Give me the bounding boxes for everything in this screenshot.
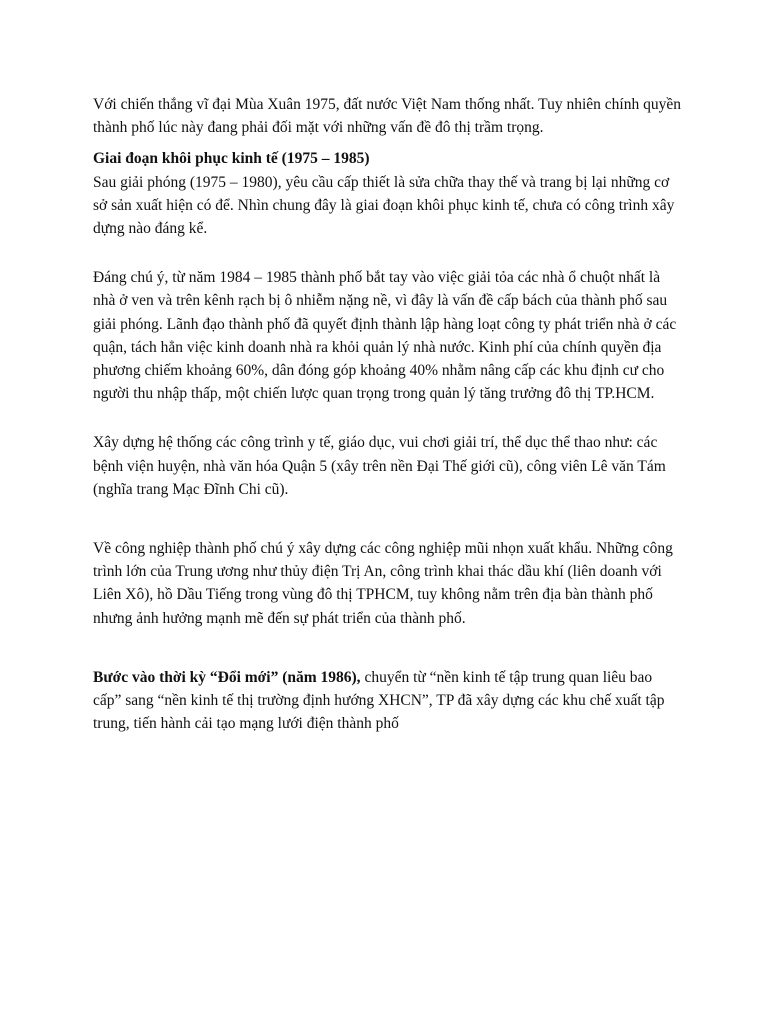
spacer [93,501,683,527]
intro-paragraph: Với chiến thắng vĩ đại Mùa Xuân 1975, đất nước Việt Nam thống nhất. Tuy nhiên chính quyền thành phố lúc này đang phải đối mặt với những vấn đề đô thị trầm trọng. [93,96,681,137]
spacer [93,527,683,537]
spacer [93,240,683,266]
doi-moi-body: chuyển từ “nền kinh tế tập trung quan liêu bao cấp” sang “nền kinh tế thị trường định hướng XHCN”, TP đã xây dựng các khu chế xuất tập trung, tiến hành cải tạo mạng lưới điện thành phố [93,668,665,733]
spacer [93,139,683,147]
section-heading: Giai đoạn khôi phục kinh tế (1975 – 1985) [93,150,370,168]
recovery-paragraph: Sau giải phóng (1975 – 1980), yêu cầu cấp thiết là sửa chữa thay thế và trang bị lại những cơ sở sản xuất hiện có để. Nhìn chung đây là giai đoạn khôi phục kinh tế, chưa có công trình xây dựng nào đáng kể. [93,173,675,238]
document-page [93,93,683,735]
doi-moi-paragraph [93,666,683,736]
spacer [93,405,683,431]
industry-paragraph: Về công nghiệp thành phố chú ý xây dựng các công nghiệp mũi nhọn xuất khẩu. Những công trình lớn của Trung ương như thủy điện Trị An, công trình khai thác dầu khí (liên doanh với Liên Xô), hồ Dầu Tiếng trong vùng đô thị TPHCM, tuy không nằm trên địa bàn thành phố nhưng ảnh hưởng mạnh mẽ đến sự phát triển của thành phố. [93,540,673,627]
public-works-paragraph: Xây dựng hệ thống các công trình y tế, giáo dục, vui chơi giải trí, thể dục thể thao như: các bệnh viện huyện, nhà văn hóa Quận 5 (xây trên nền Đại Thế giới cũ), công viên Lê văn Tám (nghĩa trang Mạc Đĩnh Chi cũ). [93,434,666,498]
slum-clearance-paragraph: Đáng chú ý, từ năm 1984 – 1985 thành phố bắt tay vào việc giải tỏa các nhà ổ chuột nhất là nhà ở ven và trên kênh rạch bị ô nhiễm nặng nề, vì đây là vấn đề cấp bách của thành phố sau giải phóng. Lãnh đạo thành phố đã quyết định thành lập hàng loạt công ty phát triển nhà ở các quận, tách hẳn việc kinh doanh nhà ra khỏi quản lý nhà nước. Kinh phí của chính quyền địa phương chiếm khoảng 60%, dân đóng góp khoảng 40% nhằm nâng cấp các khu định cư cho người thu nhập thấp, một chiến lược quan trọng trong quản lý tăng trưởng đô thị TP.HCM. [93,269,677,403]
spacer [93,630,683,656]
doi-moi-lead: Bước vào thời kỳ “Đổi mới” (năm 1986), [93,668,361,686]
recovery-section [93,147,683,240]
spacer [93,656,683,666]
